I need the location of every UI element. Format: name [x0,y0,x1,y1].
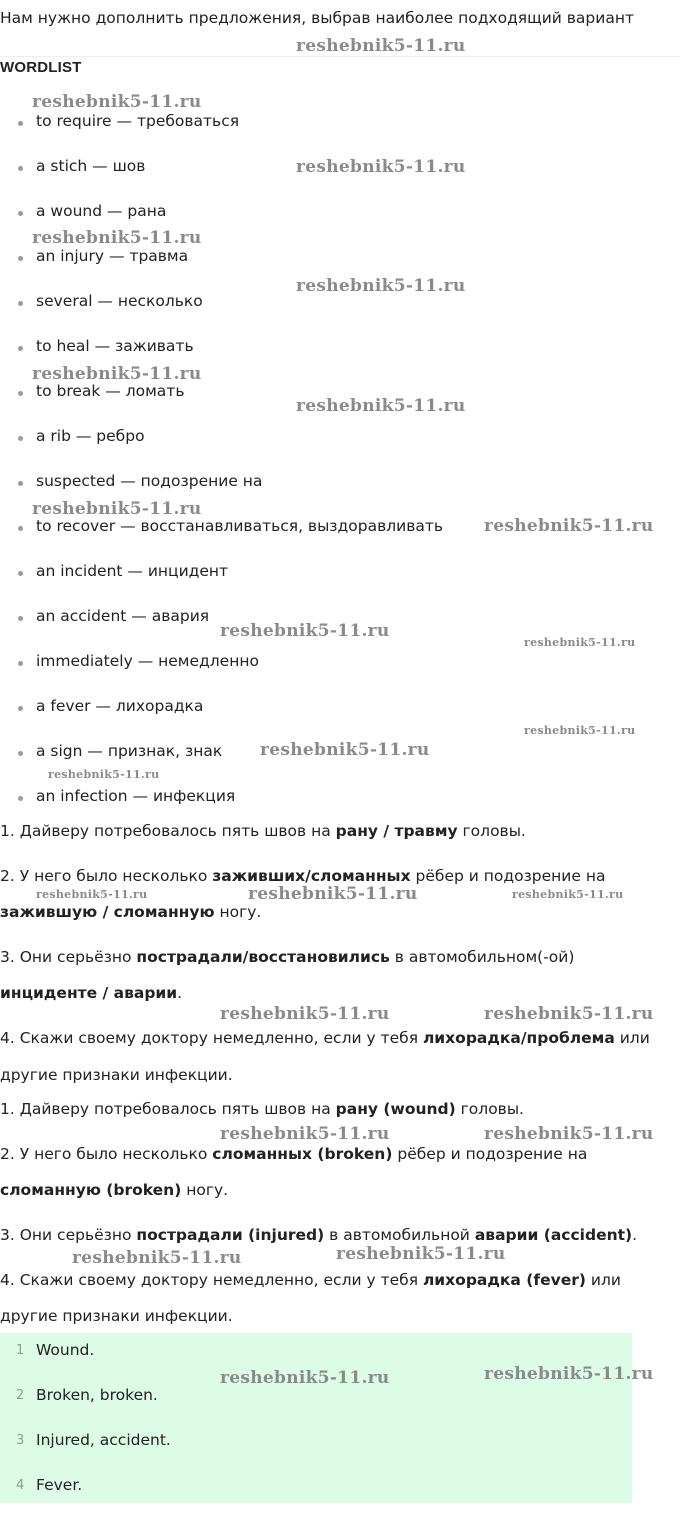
answer-text: Fever. [36,1476,83,1494]
answer-text: Injured, accident. [36,1431,171,1449]
watermark: reshebnik5-11.ru [48,768,160,781]
watermark: reshebnik5-11.ru [32,92,202,112]
list-item-text: a stich — шов [36,157,146,175]
bullet-icon [18,526,23,531]
watermark: reshebnik5-11.ru [220,1124,390,1144]
list-item-text: an infection — инфекция [36,787,236,805]
list-item-text: to break — ломать [36,382,185,400]
watermark: reshebnik5-11.ru [296,157,466,177]
watermark: reshebnik5-11.ru [296,276,466,296]
watermark: reshebnik5-11.ru [220,621,390,641]
watermark: reshebnik5-11.ru [484,516,654,536]
watermark: reshebnik5-11.ru [524,724,636,737]
exercise-sentence-2: 2. У него было несколько заживших/сломанных рёбер и подозрение на [0,867,606,885]
bullet-icon [18,751,23,756]
solution-sentence-4: 4. Скажи своему доктору немедленно, если у тебя лихорадка (fever) или [0,1271,621,1289]
bullet-icon [18,256,23,261]
list-item-text: to require — требоваться [36,112,240,130]
exercise-sentence-3-cont: инциденте / аварии. [0,984,183,1002]
answer-text: Broken, broken. [36,1386,158,1404]
bullet-icon [18,436,23,441]
answer-text: Wound. [36,1341,95,1359]
list-item-text: a wound — рана [36,202,167,220]
answer-number: 2 [16,1388,25,1403]
list-item-text: to recover — восстанавливаться, выздоравливать [36,517,443,535]
watermark: reshebnik5-11.ru [296,36,466,56]
watermark: reshebnik5-11.ru [36,888,148,901]
divider [0,56,680,57]
list-item-text: immediately — немедленно [36,652,259,670]
bullet-icon [18,571,23,576]
watermark: reshebnik5-11.ru [72,1248,242,1268]
bullet-icon [18,796,23,801]
watermark: reshebnik5-11.ru [32,499,202,519]
wordlist-heading: WORDLIST [0,59,82,76]
bullet-icon [18,166,23,171]
task-text: Нам нужно дополнить предложения, выбрав наиболее подходящий вариант [0,9,635,27]
list-item-text: an incident — инцидент [36,562,229,580]
bullet-icon [18,121,23,126]
answer-number: 3 [16,1433,25,1448]
watermark: reshebnik5-11.ru [220,1368,390,1388]
watermark: reshebnik5-11.ru [336,1244,506,1264]
list-item-text: suspected — подозрение на [36,472,263,490]
solution-sentence-2: 2. У него было несколько сломанных (broken) рёбер и подозрение на [0,1145,588,1163]
list-item-text: to heal — заживать [36,337,194,355]
bullet-icon [18,391,23,396]
watermark: reshebnik5-11.ru [296,396,466,416]
watermark: reshebnik5-11.ru [260,740,430,760]
exercise-sentence-3: 3. Они серьёзно пострадали/восстановились в автомобильном(-ой) [0,948,575,966]
exercise-sentence-4: 4. Скажи своему доктору немедленно, если у тебя лихорадка/проблема или [0,1029,650,1047]
answer-number: 1 [16,1343,25,1358]
exercise-sentence-4-cont: другие признаки инфекции. [0,1066,233,1084]
watermark: reshebnik5-11.ru [484,1364,654,1384]
watermark: reshebnik5-11.ru [524,636,636,649]
watermark: reshebnik5-11.ru [220,1004,390,1024]
solution-sentence-3: 3. Они серьёзно пострадали (injured) в автомобильной аварии (accident). [0,1226,638,1244]
bullet-icon [18,481,23,486]
watermark: reshebnik5-11.ru [484,1004,654,1024]
answer-list [0,1333,632,1503]
list-item-text: an accident — авария [36,607,210,625]
bullet-icon [18,211,23,216]
watermark: reshebnik5-11.ru [512,888,624,901]
answer-number: 4 [16,1478,25,1493]
solution-sentence-1: 1. Дайверу потребовалось пять швов на рану (wound) головы. [0,1100,524,1118]
solution-sentence-2-cont: сломанную (broken) ногу. [0,1181,229,1199]
watermark: reshebnik5-11.ru [32,364,202,384]
exercise-sentence-2-cont: зажившую / сломанную ногу. [0,903,262,921]
bullet-icon [18,706,23,711]
bullet-icon [18,661,23,666]
list-item-text: a rib — ребро [36,427,145,445]
list-item-text: several — несколько [36,292,203,310]
bullet-icon [18,301,23,306]
watermark: reshebnik5-11.ru [248,884,418,904]
bullet-icon [18,616,23,621]
exercise-sentence-1: 1. Дайверу потребовалось пять швов на рану / травму головы. [0,822,526,840]
bullet-icon [18,346,23,351]
watermark: reshebnik5-11.ru [32,228,202,248]
solution-sentence-4-cont: другие признаки инфекции. [0,1307,233,1325]
list-item-text: a fever — лихорадка [36,697,204,715]
watermark: reshebnik5-11.ru [484,1124,654,1144]
list-item-text: an injury — травма [36,247,189,265]
list-item-text: a sign — признак, знак [36,742,223,760]
